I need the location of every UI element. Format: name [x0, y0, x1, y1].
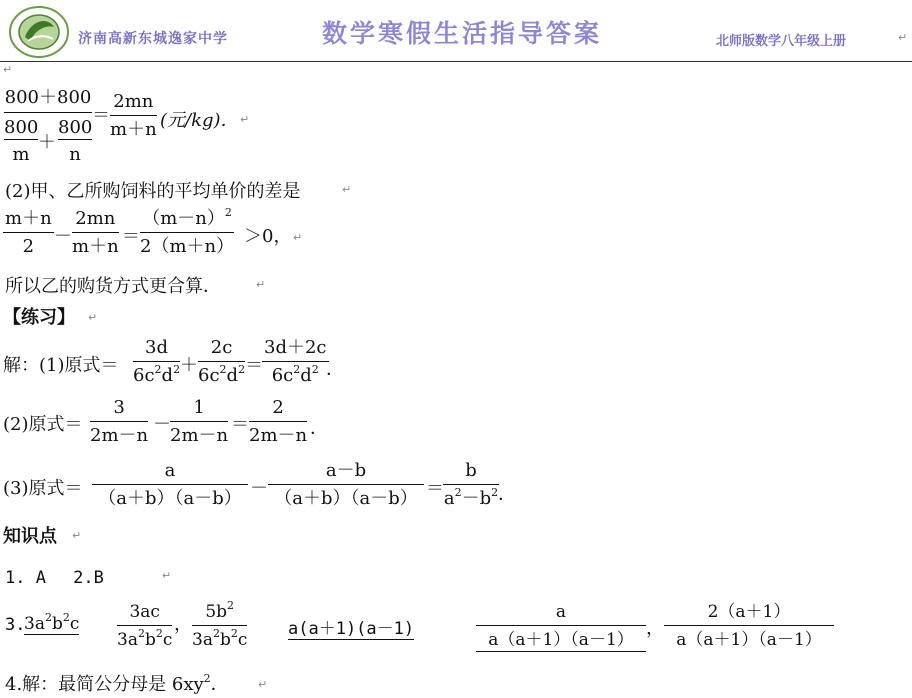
numerator: 3d＋2c [262, 337, 329, 362]
numerator: a [476, 601, 646, 626]
exponent: 2 [238, 363, 246, 376]
denominator: 2（m＋n） [140, 236, 235, 257]
fraction [443, 460, 499, 510]
part2-statement: (2)甲、乙所购饲料的平均单价的差是 [5, 181, 301, 202]
numerator: 3 [90, 397, 148, 422]
numerator: a－b [268, 460, 424, 485]
answers-1-2: 1. A 2.B [5, 568, 104, 588]
paragraph-mark-icon: ↵ [162, 569, 172, 582]
period: ． [210, 674, 229, 695]
term: b [51, 614, 63, 634]
paragraph-mark-icon: ↵ [898, 31, 908, 44]
fraction [92, 460, 248, 510]
answer-3-label: 3. [5, 615, 26, 635]
numerator: 5b [205, 602, 228, 622]
minus-sign: － [54, 226, 72, 247]
exponent: 2 [137, 627, 145, 640]
paragraph-mark-icon: ↵ [256, 278, 266, 291]
conclusion-text: 所以乙的购货方式更合算． [5, 276, 221, 297]
numerator: 2c [198, 337, 245, 362]
den-part: d [300, 365, 312, 386]
exponent: 2 [44, 611, 52, 624]
period: ． [310, 418, 328, 439]
exponent: 2 [62, 611, 70, 624]
denominator: m＋n [110, 119, 157, 140]
answer-3-common-denominator: a(a＋1)(a－1) [288, 614, 414, 640]
numerator: m＋n [3, 208, 54, 233]
exponent: 2 [454, 486, 462, 499]
paragraph-mark-icon: ↵ [3, 63, 13, 76]
den-part: c [237, 630, 248, 650]
paragraph-mark-icon: ↵ [240, 113, 250, 126]
denominator: a（a＋1）（a－1） [676, 630, 822, 650]
exponent: 2 [203, 672, 211, 685]
paragraph-mark-icon: ↵ [88, 311, 98, 324]
exercise3-prefix: (3)原式＝ [3, 478, 83, 499]
exponent: 2 [219, 363, 227, 376]
fraction [476, 601, 646, 652]
equals-sign: ＝ [231, 414, 249, 435]
header-edition: 北师版数学八年级上册 [716, 34, 847, 49]
header-school-name: 济南高新东城逸家中学 [78, 31, 228, 47]
denominator: a（a＋1）（a－1） [476, 626, 646, 652]
fraction [170, 397, 228, 447]
sub-fraction-denominator: n [69, 144, 81, 165]
exponent: 2 [224, 206, 232, 219]
sub-fraction-numerator: 800 [58, 117, 93, 138]
den-part: d [161, 365, 174, 386]
den-part: b [219, 630, 231, 650]
paragraph-mark-icon: ↵ [342, 183, 352, 196]
numerator: 2（a＋1） [664, 601, 834, 626]
answer-4 [5, 670, 229, 696]
numerator: （m－n） [142, 208, 225, 229]
header-divider [0, 61, 912, 62]
paragraph-mark-icon: ↵ [293, 231, 303, 244]
den-part: 6c [133, 365, 155, 386]
fraction [3, 208, 54, 258]
exponent: 2 [173, 363, 181, 376]
school-logo [8, 5, 70, 59]
paragraph-mark-icon: ↵ [72, 529, 82, 542]
fraction [90, 397, 148, 447]
numerator: 2mn [72, 208, 119, 233]
sub-fraction-denominator: m [12, 144, 30, 165]
denominator: （a＋b）（a－b） [98, 488, 242, 509]
section-title-knowledge: 知识点 [3, 526, 57, 547]
den-part: 6c [271, 365, 294, 386]
den-part: 3a [117, 630, 138, 650]
plus-sign: ＋ [38, 132, 56, 153]
den-part: 3a [192, 630, 213, 650]
fraction [268, 460, 424, 510]
exponent: 2 [491, 486, 499, 499]
den-part: a [443, 488, 455, 509]
denominator: 2m－n [90, 425, 149, 446]
numerator: 2 [249, 397, 307, 422]
equals-sign: ＝ [426, 478, 444, 499]
den-part: b [144, 630, 156, 650]
denominator: 2 [22, 236, 35, 257]
numerator: 3d [133, 337, 180, 362]
fraction [262, 337, 329, 387]
exponent: 2 [227, 599, 235, 612]
fraction [72, 208, 119, 258]
exponent: 2 [155, 627, 163, 640]
exponent: 2 [230, 627, 238, 640]
fraction [249, 397, 307, 447]
minus-sign: － [250, 478, 268, 499]
equals-sign: ＝ [92, 105, 110, 126]
den-part: c [162, 630, 173, 650]
term: c [69, 614, 80, 634]
fraction [192, 601, 247, 651]
fraction [140, 208, 234, 258]
denominator: 2m－n [170, 425, 229, 446]
sub-fraction-numerator: 800 [4, 117, 39, 138]
minus-sign: － [153, 414, 171, 435]
fraction [110, 91, 157, 141]
comma: ， [646, 618, 664, 639]
fraction-numerator: 800＋800 [4, 87, 92, 108]
equation-average-price [4, 87, 324, 167]
unit-text: (元/kg)． [160, 110, 239, 131]
denominator: （a＋b）（a－b） [274, 488, 418, 509]
numerator: 1 [170, 397, 228, 422]
period: ． [498, 484, 516, 505]
den-part: －b [461, 488, 492, 509]
answer-4-text: 4.解：最简公分母是 6xy [5, 674, 204, 695]
fraction [198, 337, 245, 387]
numerator: b [443, 460, 499, 485]
equals-sign: ＝ [122, 226, 140, 247]
den-part: d [226, 365, 239, 386]
numerator: 2mn [110, 91, 157, 116]
numerator: a [92, 460, 248, 485]
answer-3a [24, 611, 80, 635]
den-part: 6c [198, 365, 220, 386]
header-title: 数学寒假生活指导答案 [322, 19, 603, 48]
term: 3a [24, 614, 45, 634]
fraction [117, 601, 172, 651]
exponent: 2 [154, 363, 162, 376]
fraction-bar [4, 112, 92, 113]
denominator: 2m－n [249, 425, 308, 446]
fraction [664, 601, 834, 651]
comma: ， [174, 614, 192, 635]
inequality-tail: ＞0， [244, 226, 292, 247]
equals-sign: ＝ [245, 355, 263, 376]
exercise1-prefix: 解：(1)原式＝ [3, 355, 119, 376]
plus-sign: ＋ [180, 355, 198, 376]
exercise2-prefix: (2)原式＝ [3, 414, 83, 435]
period: ． [326, 359, 344, 380]
section-title-practice: 【练习】 [3, 307, 75, 328]
exponent: 2 [212, 627, 220, 640]
exponent: 2 [311, 363, 319, 376]
numerator: 3ac [117, 601, 172, 626]
paragraph-mark-icon: ↵ [258, 678, 268, 691]
denominator: m＋n [72, 236, 119, 257]
fraction [133, 337, 180, 387]
exponent: 2 [293, 363, 301, 376]
